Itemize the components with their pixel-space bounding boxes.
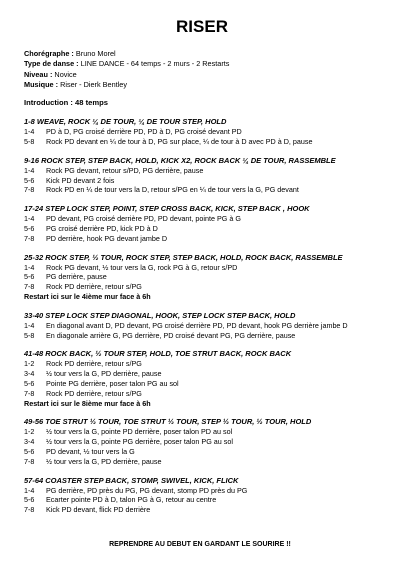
step-count: 7-8 xyxy=(24,388,35,398)
step-row xyxy=(24,447,380,457)
step-text: ½ tour vers la G, pointe PG derrière, poser talon PG au sol xyxy=(46,437,233,447)
step-text: PG derrière, PD près du PG, PG devant, stomp PD près du PG xyxy=(46,485,248,495)
step-count: 1-4 xyxy=(24,214,35,224)
step-row xyxy=(24,437,380,447)
step-count: 5-6 xyxy=(24,446,35,456)
meta-dance-type-label: Type de danse : xyxy=(24,59,79,69)
step-text: PD devant, ½ tour vers la G xyxy=(46,446,135,456)
step-row xyxy=(24,127,380,137)
section-heading: 1-8 WEAVE, ROCK ¼ DE TOUR, ¼ DE TOUR STEP, HOLD xyxy=(24,117,227,127)
step-row xyxy=(24,263,380,273)
step-section xyxy=(24,253,380,302)
section-heading: 57-64 COASTER STEP BACK, STOMP, SWIVEL, KICK, FLICK xyxy=(24,475,239,485)
step-row xyxy=(24,321,380,331)
section-heading: 33-40 STEP LOCK STEP DIAGONAL, HOOK, STEP LOCK STEP BACK, HOLD xyxy=(24,310,296,320)
step-text: Rock PD derrière, retour s/PG xyxy=(46,388,142,398)
step-row xyxy=(24,137,380,147)
step-sections xyxy=(24,117,380,515)
step-text: PD à D, PG croisé derrière PD, PD à D, PG croisé devant PD xyxy=(46,127,242,137)
step-row xyxy=(24,272,380,282)
meta-dance-type xyxy=(24,59,380,69)
meta-choreographer-label: Chorégraphe : xyxy=(24,49,74,58)
step-text: Pointe PG derrière, poser talon PG au sol xyxy=(46,378,179,388)
step-row xyxy=(24,457,380,467)
step-count: 1-4 xyxy=(24,127,35,137)
step-row xyxy=(24,379,380,389)
step-count: 1-2 xyxy=(24,427,35,437)
step-count: 3-4 xyxy=(24,369,35,379)
step-count: 1-4 xyxy=(24,320,35,330)
step-count: 1-2 xyxy=(24,359,35,369)
step-count: 7-8 xyxy=(24,282,35,292)
step-text: PD derrière, hook PG devant jambe D xyxy=(46,233,168,243)
step-text: PG croisé derrière PD, kick PD à D xyxy=(46,223,158,233)
step-count: 7-8 xyxy=(24,185,35,195)
step-count: 1-4 xyxy=(24,165,35,175)
dance-meta xyxy=(24,49,380,90)
step-text: ½ tour vers la G, pointe PD derrière, poser talon PD au sol xyxy=(46,427,233,437)
step-count: 5-6 xyxy=(24,272,35,282)
section-heading: 25-32 ROCK STEP, ½ TOUR, ROCK STEP, STEP BACK, HOLD, ROCK BACK, RASSEMBLE xyxy=(24,252,343,262)
page-title: RISER xyxy=(176,17,228,36)
step-text: En diagonale arrière G, PG derrière, PD croisé devant PG, PG derrière, pause xyxy=(46,330,296,340)
step-count: 5-6 xyxy=(24,223,35,233)
step-section xyxy=(24,204,380,243)
step-row xyxy=(24,505,380,515)
step-section xyxy=(24,417,380,466)
step-text: Ecarter pointe PD à D, talon PG à G, retour au centre xyxy=(46,495,217,505)
meta-choreographer xyxy=(24,49,380,59)
step-row xyxy=(24,369,380,379)
step-text: Rock PG devant, retour s/PD, PG derrière, pause xyxy=(46,165,204,175)
meta-level-value: Novice xyxy=(54,69,77,79)
step-row xyxy=(24,389,380,399)
step-text: PG derrière, pause xyxy=(46,272,107,282)
step-row xyxy=(24,185,380,195)
meta-music-label: Musique : xyxy=(24,79,59,89)
step-count: 5-6 xyxy=(24,378,35,388)
meta-level-label: Niveau : xyxy=(24,69,53,79)
step-row xyxy=(24,224,380,234)
step-text: Rock PG devant, ½ tour vers la G, rock PG à G, retour s/PD xyxy=(46,262,238,272)
section-heading: 9-16 ROCK STEP, STEP BACK, HOLD, KICK X2, ROCK BACK ¼ DE TOUR, RASSEMBLE xyxy=(24,155,336,165)
meta-choreographer-value: Bruno Morel xyxy=(75,49,116,58)
step-text: Rock PD derrière, retour s/PG xyxy=(46,359,142,369)
step-count: 1-4 xyxy=(24,262,35,272)
step-row xyxy=(24,234,380,244)
step-count: 7-8 xyxy=(24,505,35,515)
step-count: 7-8 xyxy=(24,456,35,466)
step-count: 1-4 xyxy=(24,485,35,495)
step-count: 7-8 xyxy=(24,233,35,243)
step-text: Kick PD devant 2 fois xyxy=(46,175,115,185)
step-row xyxy=(24,282,380,292)
intro-line: Introduction : 48 temps xyxy=(24,98,108,108)
step-row xyxy=(24,486,380,496)
step-text: Rock PD devant en ¼ de tour à D, PG sur place, ¼ de tour à D avec PD à D, pause xyxy=(46,136,313,146)
step-section xyxy=(24,117,380,147)
step-text: ½ tour vers la G, PD derrière, pause xyxy=(46,369,162,379)
step-row xyxy=(24,331,380,341)
step-text: Kick PD devant, flick PD derrière xyxy=(46,505,151,515)
step-text: Rock PD en ¼ de tour vers la D, retour s/PG en ¼ de tour vers la G, PG devant xyxy=(46,185,299,195)
step-row xyxy=(24,495,380,505)
meta-music xyxy=(24,80,380,90)
step-section xyxy=(24,476,380,515)
step-row xyxy=(24,166,380,176)
step-section xyxy=(24,156,380,195)
step-count: 5-8 xyxy=(24,330,35,340)
meta-level xyxy=(24,70,380,80)
meta-music-value: Riser - Dierk Bentley xyxy=(60,79,127,89)
step-text: En diagonal avant D, PD devant, PG croisé derrière PD, PD devant, hook PG derrière jambe D xyxy=(46,320,348,330)
section-heading: 49-56 TOE STRUT ½ TOUR, TOE STRUT ½ TOUR, STEP ½ TOUR, ½ TOUR, HOLD xyxy=(24,417,312,427)
step-text: Rock PD derrière, retour s/PG xyxy=(46,282,142,292)
footer-note: REPRENDRE AU DEBUT EN GARDANT LE SOURIRE !! xyxy=(109,541,291,548)
step-row xyxy=(24,359,380,369)
step-count: 5-6 xyxy=(24,175,35,185)
section-heading: 17-24 STEP LOCK STEP, POINT, STEP CROSS BACK, KICK, STEP BACK , HOOK xyxy=(24,204,310,214)
step-section xyxy=(24,311,380,341)
step-row xyxy=(24,176,380,186)
step-section xyxy=(24,349,380,408)
step-text: ½ tour vers la G, PD derrière, pause xyxy=(46,456,162,466)
step-count: 5-8 xyxy=(24,136,35,146)
step-row xyxy=(24,427,380,437)
step-count: 3-4 xyxy=(24,437,35,447)
meta-dance-type-value: LINE DANCE - 64 temps - 2 murs - 2 Restarts xyxy=(80,59,230,69)
step-text: PD devant, PG croisé derrière PD, PD devant, pointe PG à G xyxy=(46,214,241,224)
step-row xyxy=(24,214,380,224)
restart-note: Restart ici sur le 4ième mur face à 6h xyxy=(24,291,151,301)
restart-note: Restart ici sur le 8ième mur face à 6h xyxy=(24,398,151,408)
step-count: 5-6 xyxy=(24,495,35,505)
section-heading: 41-48 ROCK BACK, ½ TOUR STEP, HOLD, TOE STRUT BACK, ROCK BACK xyxy=(24,349,292,359)
